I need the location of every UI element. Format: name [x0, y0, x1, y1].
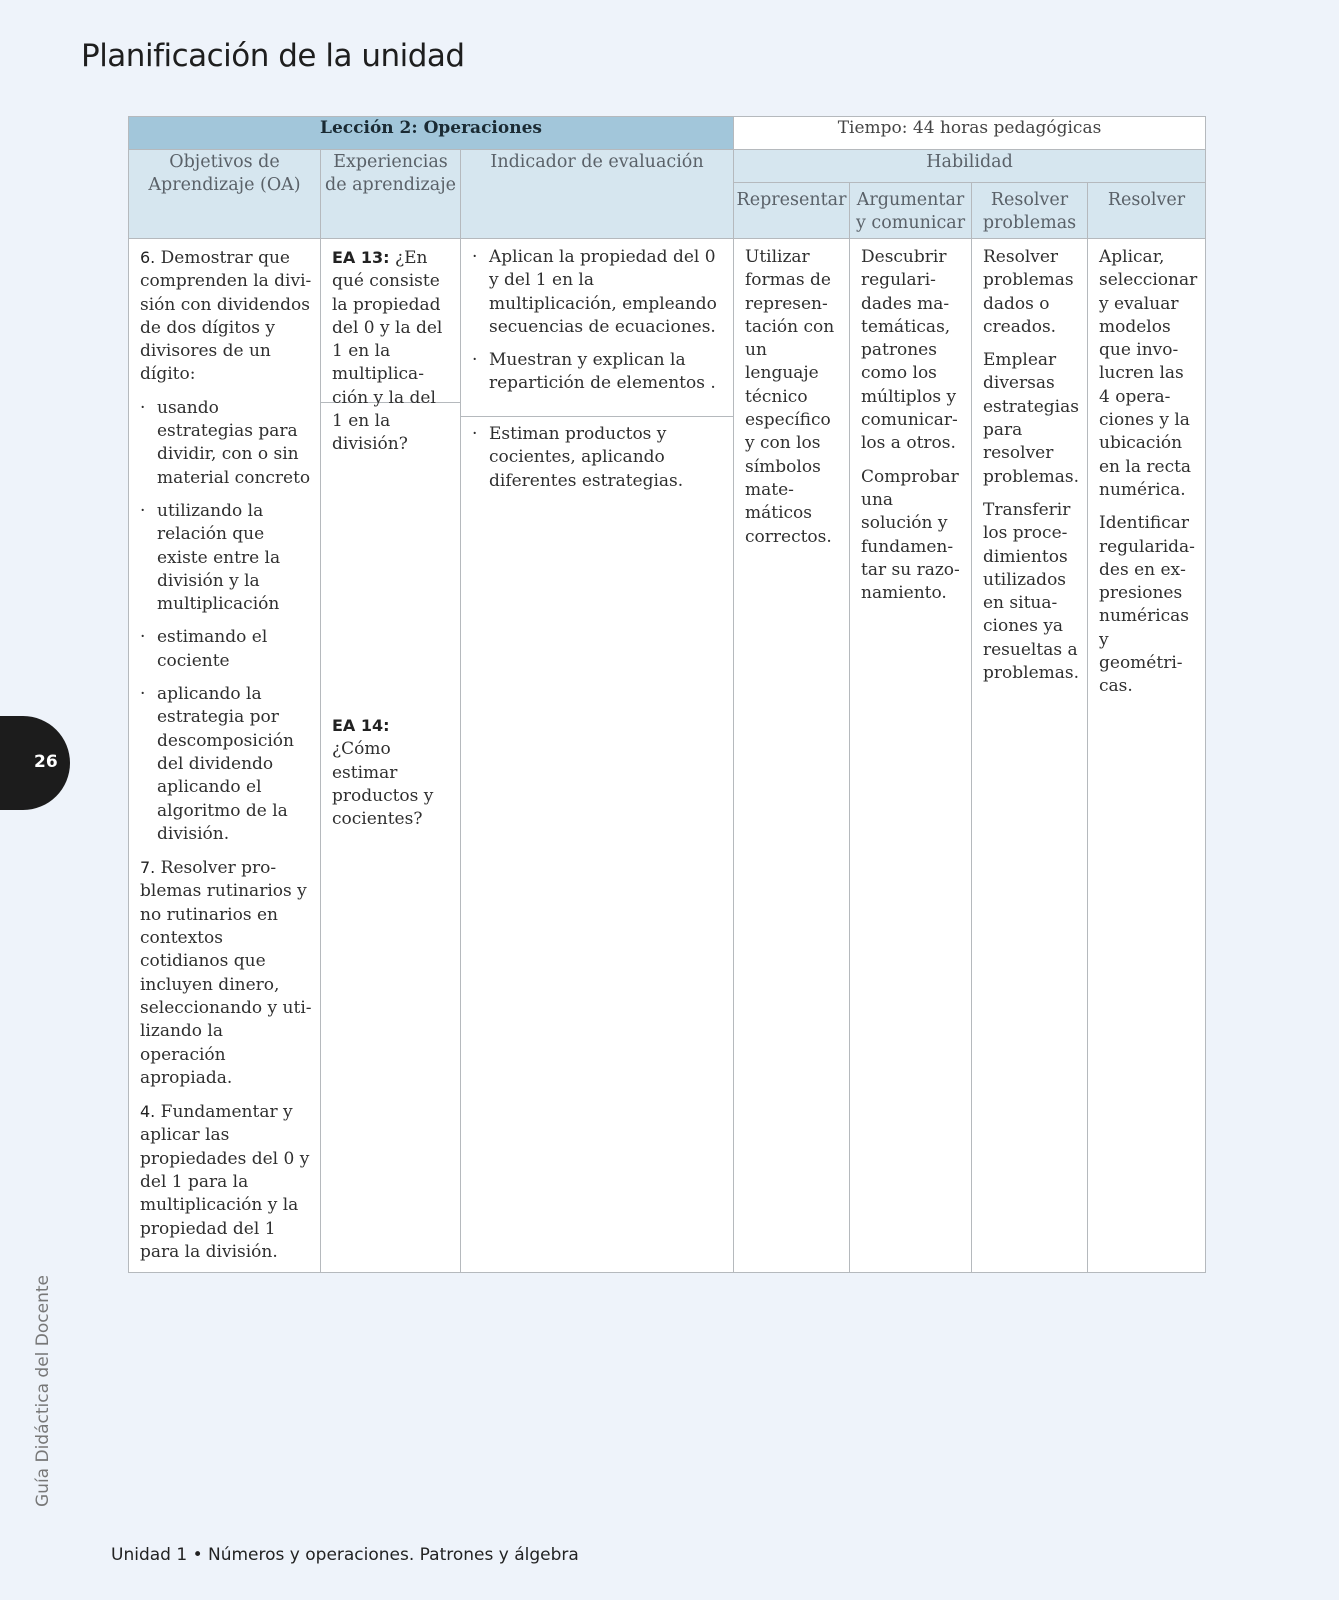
header-argumentar: Argumentar y comunicar	[850, 183, 972, 239]
list-item: · Aplican la propiedad del 0 y del 1 en la multiplicación, empleando secuencias de ecuaciones.	[472, 246, 725, 339]
ea-13: EA 13: ¿En qué consiste la propiedad del 0 y la del 1 en la multiplicación y la del 1 en la división?	[321, 239, 460, 403]
header-resolver: Resolver	[1088, 183, 1206, 239]
skill-text: Utilizar formas de representación con un lenguaje técnico específico y con los símbolos matemáticos correctos.	[745, 247, 835, 547]
list-item: · utilizando la relación que existe entre la división y la multiplicación	[140, 500, 312, 616]
cell-representar	[734, 239, 850, 1273]
list-item: · Estiman productos y cocientes, aplicando diferentes estrategias.	[472, 423, 725, 493]
skill-text: Transferir los procedimientos utilizados en situaciones ya resueltas a problemas.	[983, 499, 1080, 684]
skill-text: Resolver problemas dados o creados.	[983, 247, 1074, 337]
skill-text: Emplear diversas estrategias para resolver problemas.	[983, 350, 1080, 487]
lesson-title: Lección 2: Operaciones	[129, 117, 734, 150]
indicador-group-2	[461, 417, 733, 511]
page-title: Planificación de la unidad	[81, 38, 465, 74]
header-experiencias: Experiencias de aprendizaje	[321, 150, 461, 239]
oa-4: 4. Fundamentar y aplicar las propiedades del 0 y del 1 para la multiplicación y la propiedad del 1 para la división.	[140, 1102, 310, 1262]
indicador-group-1	[461, 239, 733, 417]
list-item: · estimando el cociente	[140, 626, 312, 673]
list-item: · Muestran y explican la repartición de elementos .	[472, 349, 725, 396]
list-item: · aplicando la estrategia por descomposición del dividendo aplicando el algoritmo de la división.	[140, 683, 312, 846]
list-item: · usando estrategias para dividir, con o sin material concreto	[140, 397, 312, 490]
planning-table	[128, 116, 1206, 1273]
page-number-tab	[0, 716, 70, 810]
cell-resolver	[1088, 239, 1206, 1273]
side-label: Guía Didáctica del Docente	[33, 1275, 53, 1507]
cell-resolver-problemas	[972, 239, 1088, 1273]
footer-text: Unidad 1 • Números y operaciones. Patrones y álgebra	[111, 1545, 579, 1565]
header-resolver-problemas: Resolver problemas	[972, 183, 1088, 239]
skill-text: Aplicar, seleccionar y evaluar modelos que involucren las 4 operaciones y la ubicación en la recta numérica.	[1099, 247, 1198, 500]
header-representar: Representar	[734, 183, 850, 239]
header-indicador: Indicador de evaluación	[461, 150, 734, 239]
cell-indicador	[461, 239, 734, 1273]
oa-6: 6. Demostrar que comprenden la división con dividendos de dos dígitos y divisores de un dígito:	[140, 248, 312, 385]
cell-argumentar	[850, 239, 972, 1273]
oa-7: 7. Resolver problemas rutinarios y no rutinarios en contextos cotidianos que incluyen dinero, seleccionando y utilizando la operación apropiada.	[140, 858, 312, 1088]
skill-text: Identificar regularidades en expresiones numéricas y geométricas.	[1099, 513, 1195, 697]
oa-6-list	[140, 397, 312, 846]
skill-text: Comprobar una solución y fundamentar su razonamiento.	[861, 466, 960, 604]
skill-text: Descubrir regularidades matemáticas, patrones como los múltiplos y comunicarlos a otros.	[861, 247, 958, 454]
cell-experiencias	[321, 239, 461, 1273]
cell-objetivos	[129, 239, 321, 1273]
page-number: 26	[34, 752, 58, 772]
ea-14: EA 14: ¿Cómo estimar productos y cocientes?	[332, 716, 434, 830]
header-habilidad: Habilidad	[734, 150, 1206, 183]
time-label: Tiempo: 44 horas pedagógicas	[734, 117, 1206, 150]
header-objetivos: Objetivos de Aprendizaje (OA)	[129, 150, 321, 239]
